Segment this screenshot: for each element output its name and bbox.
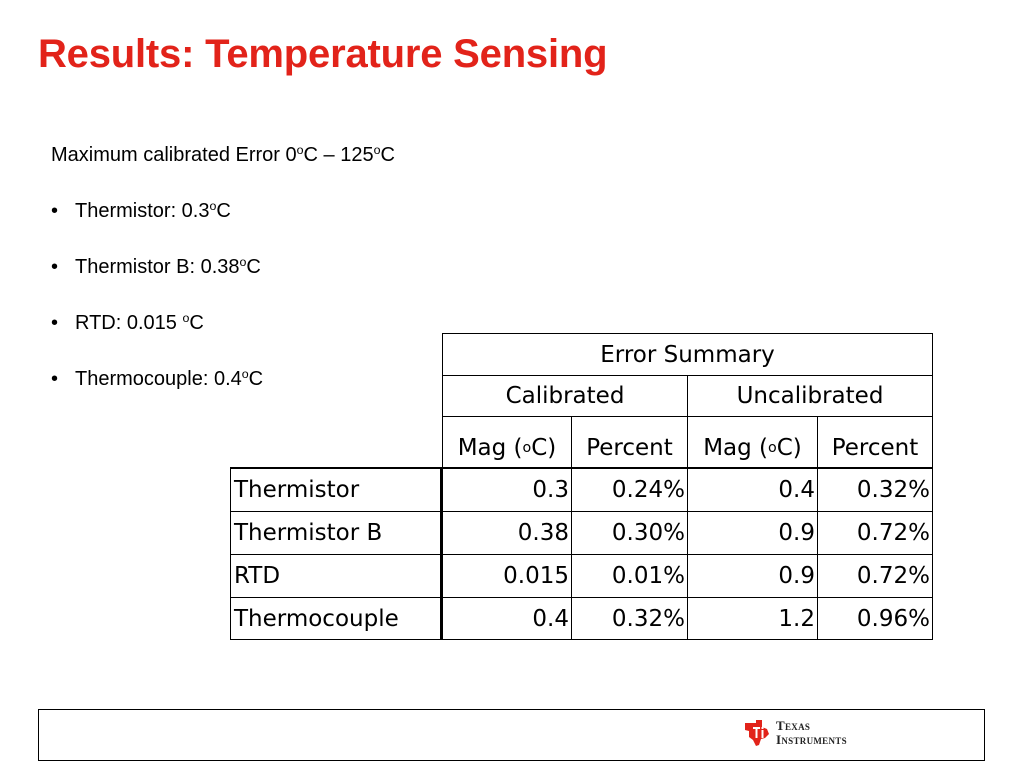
bullet-unit: C [216,200,231,222]
subheading [51,144,395,167]
column-header-cal-percent: Percent [586,435,673,461]
column-header-cal-mag: Mag ( o C) [457,435,557,461]
bullet-dot: • [51,256,59,278]
degree-sup: o [209,199,217,214]
subheading-text-b: C – 125 [303,144,374,166]
cal-percent-cell: 0.24% [611,477,685,503]
cal-mag-cell: 0.38 [517,520,569,546]
ti-state-icon [742,718,772,748]
row-label: Thermistor B [234,520,383,546]
bullet-item [51,256,263,312]
uncal-mag-cell: 0.4 [778,477,815,503]
mag-label: Mag ( [703,435,769,461]
degree-sup: o [239,255,247,270]
cal-mag-cell: 0.015 [503,563,569,589]
row-label: Thermistor [234,477,360,503]
table-title: Error Summary [600,341,775,368]
degree-sup: o [373,143,381,158]
bullet-dot: • [51,368,59,390]
ti-wordmark [776,719,847,747]
cal-mag-cell: 0.4 [532,605,569,632]
group-header-calibrated: Calibrated [505,383,625,409]
uncal-percent-cell: 0.96% [856,605,930,632]
degree-sup: o [296,143,304,158]
bullet-item [51,312,263,368]
column-header-uncal-percent: Percent [831,435,919,461]
bullet-unit: C [189,312,204,334]
bullet-label: Thermocouple: 0.4 [75,368,242,390]
mag-unit: C) [531,435,557,461]
degree-sup: o [241,367,249,382]
cal-percent-cell: 0.01% [611,563,685,589]
bullet-dot: • [51,312,59,334]
ti-wordmark-line1: Texas [776,718,811,733]
subheading-text-a: Maximum calibrated Error 0 [51,144,297,166]
bullet-list [51,200,263,424]
uncal-percent-cell: 0.72% [856,520,930,546]
texas-instruments-logo [742,718,847,748]
row-label: Thermocouple [234,605,399,632]
bullet-dot: • [51,200,59,222]
uncal-mag-cell: 0.9 [778,563,815,589]
mag-label: Mag ( [457,435,523,461]
row-label: RTD [234,563,281,589]
bullet-label: Thermistor: 0.3 [75,200,210,222]
degree-sup: o [182,311,190,326]
bullet-unit: C [246,256,261,278]
bullet-label: Thermistor B: 0.38 [75,256,240,278]
uncal-mag-cell: 1.2 [778,605,815,632]
cal-percent-cell: 0.32% [611,605,685,632]
subheading-text-c: C [380,144,395,166]
group-header-uncalibrated: Uncalibrated [736,383,884,409]
cal-mag-cell: 0.3 [532,477,569,503]
bullet-label: RTD: 0.015 [75,312,183,334]
mag-unit: C) [776,435,802,461]
column-header-uncal-mag: Mag ( o C) [703,435,802,461]
bullet-unit: C [248,368,264,390]
bullet-item [51,200,263,256]
uncal-percent-cell: 0.32% [856,477,930,503]
slide-title: Results: Temperature Sensing [38,32,608,76]
uncal-mag-cell: 0.9 [778,520,815,546]
uncal-percent-cell: 0.72% [856,563,930,589]
bullet-item [51,368,263,424]
cal-percent-cell: 0.30% [611,520,685,546]
ti-wordmark-line2: Instruments [776,732,847,747]
